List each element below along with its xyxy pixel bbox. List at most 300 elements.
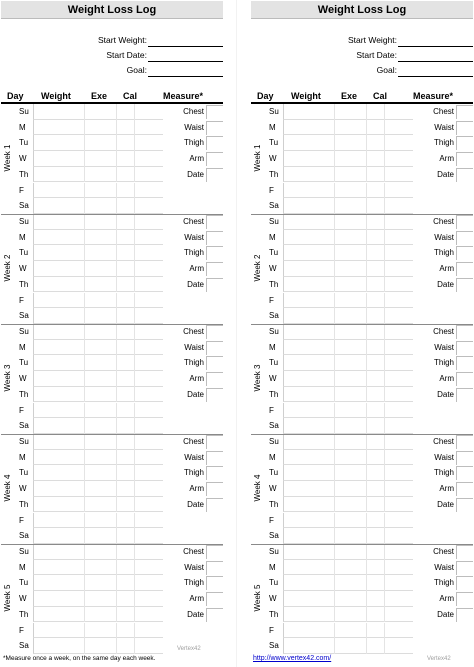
- cell-divider: [366, 230, 367, 246]
- day-label: F: [269, 515, 274, 525]
- entry-cells[interactable]: [33, 371, 163, 387]
- measure-input[interactable]: [456, 451, 473, 465]
- start-weight-label: Start Weight:: [348, 35, 397, 45]
- entry-cells[interactable]: [33, 560, 163, 576]
- cell-divider: [134, 575, 135, 591]
- entry-cells[interactable]: [33, 623, 163, 639]
- day-label: Th: [19, 499, 29, 509]
- measure-input[interactable]: [206, 121, 223, 135]
- measure-input[interactable]: [456, 136, 473, 150]
- measure-input[interactable]: [456, 466, 473, 480]
- entry-cells[interactable]: [33, 355, 163, 371]
- entry-cells[interactable]: [283, 434, 413, 450]
- measure-input[interactable]: [456, 498, 473, 512]
- measure-input[interactable]: [456, 608, 473, 622]
- measure-label: Chest: [183, 547, 204, 556]
- day-row: [15, 245, 223, 261]
- day-row: [15, 183, 223, 199]
- day-row: [265, 167, 473, 183]
- week-block: [251, 324, 473, 434]
- entry-cells[interactable]: [283, 135, 413, 151]
- day-label: F: [19, 625, 24, 635]
- cell-divider: [366, 403, 367, 419]
- day-label: Sa: [19, 531, 29, 541]
- entry-cells[interactable]: [283, 403, 413, 419]
- footnote: *Measure once a week, on the same day each week.: [3, 655, 156, 662]
- measure-label: Thigh: [183, 468, 204, 478]
- cell-divider: [384, 245, 385, 261]
- entry-cells[interactable]: [33, 293, 163, 309]
- start-date-label: Start Date:: [106, 50, 147, 60]
- cell-divider: [116, 575, 117, 591]
- cell-divider: [384, 403, 385, 419]
- entry-cells[interactable]: [33, 120, 163, 136]
- day-row: [15, 340, 223, 356]
- entry-cells[interactable]: [33, 308, 163, 324]
- entry-cells[interactable]: [33, 387, 163, 403]
- header-measure: Measure*: [413, 91, 454, 101]
- cell-divider: [366, 308, 367, 324]
- entry-cells[interactable]: [283, 120, 413, 136]
- day-row: [15, 135, 223, 151]
- week-label: Week 1: [3, 144, 12, 172]
- measure-input[interactable]: [206, 435, 223, 449]
- cell-divider: [134, 560, 135, 576]
- measure-label: Waist: [434, 342, 454, 352]
- day-row: [265, 183, 473, 199]
- measure-label: Date: [187, 279, 204, 289]
- cell-divider: [384, 167, 385, 183]
- entry-cells[interactable]: [283, 214, 413, 230]
- day-label: Tu: [19, 358, 29, 368]
- measure-input[interactable]: [206, 498, 223, 512]
- entry-cells[interactable]: [283, 544, 413, 560]
- day-label: Tu: [269, 358, 279, 368]
- cell-divider: [84, 371, 85, 387]
- day-row: [15, 607, 223, 623]
- entry-cells[interactable]: [33, 214, 163, 230]
- entry-cells[interactable]: [283, 623, 413, 639]
- entry-cells[interactable]: [33, 135, 163, 151]
- measure-input[interactable]: [206, 592, 223, 606]
- week-block: [251, 544, 473, 654]
- cell-divider: [334, 497, 335, 513]
- day-label: Sa: [19, 421, 29, 431]
- entry-cells[interactable]: [283, 340, 413, 356]
- day-row: [15, 277, 223, 293]
- day-row: [265, 355, 473, 371]
- header-exe: Exe: [91, 91, 108, 101]
- measure-input[interactable]: [206, 466, 223, 480]
- cell-divider: [84, 481, 85, 497]
- measure-input[interactable]: [456, 592, 473, 606]
- entry-cells[interactable]: [33, 638, 163, 654]
- measure-input[interactable]: [206, 608, 223, 622]
- day-label: Tu: [269, 578, 279, 588]
- measure-input[interactable]: [206, 482, 223, 496]
- cell-divider: [366, 638, 367, 654]
- measure-input[interactable]: [206, 545, 223, 559]
- entry-cells[interactable]: [283, 198, 413, 214]
- cell-divider: [334, 355, 335, 371]
- entry-cells[interactable]: [283, 261, 413, 277]
- cell-divider: [366, 104, 367, 120]
- measure-input[interactable]: [456, 576, 473, 590]
- cell-divider: [366, 167, 367, 183]
- measure-label: Date: [437, 279, 454, 289]
- cell-divider: [116, 528, 117, 544]
- entry-cells[interactable]: [283, 371, 413, 387]
- day-row: [265, 623, 473, 639]
- start-weight-input-line[interactable]: [148, 46, 223, 47]
- entry-cells[interactable]: [33, 324, 163, 340]
- day-row: [15, 387, 223, 403]
- day-label: Tu: [19, 248, 29, 258]
- vertex42-link[interactable]: http://www.vertex42.com/: [253, 655, 332, 662]
- measure-input[interactable]: [456, 545, 473, 559]
- measure-input[interactable]: [206, 356, 223, 370]
- cell-divider: [134, 544, 135, 560]
- cell-divider: [84, 528, 85, 544]
- entry-cells[interactable]: [33, 544, 163, 560]
- cell-divider: [116, 151, 117, 167]
- cell-divider: [384, 135, 385, 151]
- cell-divider: [84, 575, 85, 591]
- measure-input[interactable]: [456, 262, 473, 276]
- cell-divider: [134, 245, 135, 261]
- day-label: M: [19, 232, 26, 242]
- cell-divider: [116, 230, 117, 246]
- day-row: [15, 591, 223, 607]
- measure-input[interactable]: [206, 105, 223, 119]
- entry-cells[interactable]: [33, 465, 163, 481]
- cell-divider: [134, 261, 135, 277]
- cell-divider: [366, 135, 367, 151]
- measure-input[interactable]: [206, 341, 223, 355]
- day-label: F: [19, 185, 24, 195]
- day-row: [15, 481, 223, 497]
- goal-input-line[interactable]: [148, 76, 223, 77]
- log-column-right: [251, 0, 473, 667]
- measure-input[interactable]: [456, 561, 473, 575]
- entry-cells[interactable]: [283, 183, 413, 199]
- entry-cells[interactable]: [283, 450, 413, 466]
- entry-cells[interactable]: [283, 167, 413, 183]
- measure-label: Chest: [433, 437, 454, 446]
- entry-cells[interactable]: [283, 230, 413, 246]
- measure-input[interactable]: [456, 325, 473, 339]
- entry-cells[interactable]: [33, 450, 163, 466]
- cell-divider: [384, 387, 385, 403]
- measure-label: Thigh: [183, 578, 204, 588]
- cell-divider: [366, 528, 367, 544]
- entry-cells[interactable]: [33, 403, 163, 419]
- measure-input[interactable]: [206, 451, 223, 465]
- entry-cells[interactable]: [283, 151, 413, 167]
- day-row: [15, 434, 223, 450]
- measure-label: Arm: [439, 264, 454, 274]
- entry-cells[interactable]: [283, 277, 413, 293]
- measure-input[interactable]: [206, 168, 223, 182]
- cell-divider: [366, 623, 367, 639]
- cell-divider: [366, 198, 367, 214]
- entry-cells[interactable]: [33, 418, 163, 434]
- measure-label: Waist: [184, 562, 204, 572]
- entry-cells[interactable]: [33, 481, 163, 497]
- entry-cells[interactable]: [33, 245, 163, 261]
- entry-cells[interactable]: [283, 560, 413, 576]
- cell-divider: [384, 623, 385, 639]
- day-row: [265, 528, 473, 544]
- cell-divider: [334, 544, 335, 560]
- day-label: F: [269, 625, 274, 635]
- cell-divider: [384, 277, 385, 293]
- entry-cells[interactable]: [283, 104, 413, 120]
- week-block: [1, 434, 223, 544]
- measure-input[interactable]: [206, 388, 223, 402]
- cell-divider: [84, 308, 85, 324]
- measure-label: Thigh: [183, 248, 204, 258]
- entry-cells[interactable]: [33, 104, 163, 120]
- cell-divider: [84, 214, 85, 230]
- goal-input-line[interactable]: [398, 76, 473, 77]
- measure-input[interactable]: [456, 482, 473, 496]
- cell-divider: [116, 591, 117, 607]
- day-row: [265, 450, 473, 466]
- entry-cells[interactable]: [33, 528, 163, 544]
- measure-input[interactable]: [456, 435, 473, 449]
- day-label: W: [19, 154, 27, 164]
- day-label: Tu: [269, 468, 279, 478]
- header-measure: Measure*: [163, 91, 204, 101]
- cell-divider: [384, 340, 385, 356]
- measure-label: Date: [437, 389, 454, 399]
- header-day: Day: [7, 91, 24, 101]
- measure-label: Date: [187, 169, 204, 179]
- entry-cells[interactable]: [283, 355, 413, 371]
- day-label: Sa: [269, 311, 279, 321]
- measure-label: Waist: [184, 342, 204, 352]
- entry-cells[interactable]: [33, 167, 163, 183]
- cell-divider: [84, 638, 85, 654]
- entry-cells[interactable]: [33, 261, 163, 277]
- start-date-input-line[interactable]: [398, 61, 473, 62]
- measure-input[interactable]: [456, 341, 473, 355]
- entry-cells[interactable]: [33, 340, 163, 356]
- goal-label: Goal:: [126, 65, 147, 75]
- cell-divider: [116, 277, 117, 293]
- measure-input[interactable]: [206, 262, 223, 276]
- cell-divider: [384, 355, 385, 371]
- measure-label: Waist: [184, 452, 204, 462]
- day-label: Tu: [19, 578, 29, 588]
- measure-label: Date: [437, 609, 454, 619]
- week-label: Week 2: [253, 254, 262, 282]
- entry-cells[interactable]: [33, 183, 163, 199]
- measure-label: Date: [187, 389, 204, 399]
- measure-input[interactable]: [206, 246, 223, 260]
- measure-input[interactable]: [456, 372, 473, 386]
- entry-cells[interactable]: [33, 151, 163, 167]
- day-row: [15, 418, 223, 434]
- entry-cells[interactable]: [33, 230, 163, 246]
- cell-divider: [366, 293, 367, 309]
- start-date-label: Start Date:: [356, 50, 397, 60]
- day-label: W: [19, 594, 27, 604]
- day-row: [15, 308, 223, 324]
- cell-divider: [334, 638, 335, 654]
- entry-cells[interactable]: [33, 277, 163, 293]
- measure-input[interactable]: [456, 105, 473, 119]
- cell-divider: [134, 513, 135, 529]
- header-weight: Weight: [291, 91, 321, 101]
- cell-divider: [116, 418, 117, 434]
- week-separator: [251, 214, 473, 215]
- measure-input[interactable]: [456, 168, 473, 182]
- cell-divider: [366, 544, 367, 560]
- entry-cells[interactable]: [33, 591, 163, 607]
- cell-divider: [134, 591, 135, 607]
- cell-divider: [384, 450, 385, 466]
- measure-input[interactable]: [206, 372, 223, 386]
- measure-input[interactable]: [206, 136, 223, 150]
- cell-divider: [134, 104, 135, 120]
- cell-divider: [384, 481, 385, 497]
- entry-cells[interactable]: [283, 497, 413, 513]
- measure-input[interactable]: [456, 121, 473, 135]
- cell-divider: [134, 183, 135, 199]
- entry-cells[interactable]: [33, 513, 163, 529]
- entry-cells[interactable]: [283, 607, 413, 623]
- entry-cells[interactable]: [283, 575, 413, 591]
- measure-label: Arm: [439, 374, 454, 384]
- cell-divider: [84, 340, 85, 356]
- entry-cells[interactable]: [33, 198, 163, 214]
- measure-input[interactable]: [456, 215, 473, 229]
- cell-divider: [134, 151, 135, 167]
- cell-divider: [134, 230, 135, 246]
- measure-label: Thigh: [433, 578, 454, 588]
- cell-divider: [334, 183, 335, 199]
- measure-label: Thigh: [183, 358, 204, 368]
- entry-cells[interactable]: [283, 293, 413, 309]
- cell-divider: [116, 560, 117, 576]
- measure-label: Thigh: [433, 248, 454, 258]
- day-row: [15, 120, 223, 136]
- entry-cells[interactable]: [283, 387, 413, 403]
- cell-divider: [116, 450, 117, 466]
- cell-divider: [84, 418, 85, 434]
- measure-label: Waist: [434, 452, 454, 462]
- header-day: Day: [257, 91, 274, 101]
- entry-cells[interactable]: [33, 497, 163, 513]
- cell-divider: [384, 607, 385, 623]
- measure-input[interactable]: [206, 215, 223, 229]
- cell-divider: [84, 355, 85, 371]
- measure-input[interactable]: [456, 231, 473, 245]
- day-row: [265, 340, 473, 356]
- week-separator: [1, 214, 223, 215]
- cell-divider: [334, 560, 335, 576]
- cell-divider: [334, 324, 335, 340]
- day-label: W: [269, 594, 277, 604]
- cell-divider: [84, 434, 85, 450]
- measure-label: Thigh: [433, 468, 454, 478]
- entry-cells[interactable]: [283, 591, 413, 607]
- header-cal: Cal: [123, 91, 138, 101]
- day-label: Sa: [269, 201, 279, 211]
- measure-input[interactable]: [206, 231, 223, 245]
- measure-input[interactable]: [456, 356, 473, 370]
- entry-cells[interactable]: [283, 528, 413, 544]
- measure-input[interactable]: [456, 246, 473, 260]
- cell-divider: [116, 481, 117, 497]
- entry-cells[interactable]: [283, 513, 413, 529]
- day-label: Tu: [19, 468, 29, 478]
- cell-divider: [134, 403, 135, 419]
- cell-divider: [84, 513, 85, 529]
- cell-divider: [334, 418, 335, 434]
- measure-input[interactable]: [206, 576, 223, 590]
- day-label: Th: [269, 609, 279, 619]
- day-row: [265, 135, 473, 151]
- measure-label: Waist: [434, 232, 454, 242]
- measure-input[interactable]: [206, 152, 223, 166]
- week-block: [251, 104, 473, 214]
- day-row: [15, 293, 223, 309]
- week-separator: [1, 324, 223, 325]
- entry-cells[interactable]: [33, 434, 163, 450]
- day-label: W: [19, 264, 27, 274]
- measure-input[interactable]: [456, 152, 473, 166]
- entry-cells[interactable]: [33, 575, 163, 591]
- entry-cells[interactable]: [283, 465, 413, 481]
- cell-divider: [334, 135, 335, 151]
- cell-divider: [366, 340, 367, 356]
- measure-input[interactable]: [456, 278, 473, 292]
- entry-cells[interactable]: [283, 245, 413, 261]
- day-row: [15, 497, 223, 513]
- measure-input[interactable]: [206, 325, 223, 339]
- day-row: [265, 230, 473, 246]
- cell-divider: [384, 308, 385, 324]
- cell-divider: [384, 434, 385, 450]
- cell-divider: [116, 214, 117, 230]
- day-row: [15, 261, 223, 277]
- cell-divider: [384, 261, 385, 277]
- entry-cells[interactable]: [33, 607, 163, 623]
- cell-divider: [334, 465, 335, 481]
- entry-cells[interactable]: [283, 324, 413, 340]
- cell-divider: [334, 293, 335, 309]
- week-label: Week 5: [3, 584, 12, 612]
- entry-cells[interactable]: [283, 418, 413, 434]
- entry-cells[interactable]: [283, 308, 413, 324]
- cell-divider: [366, 277, 367, 293]
- entry-cells[interactable]: [283, 481, 413, 497]
- measure-input[interactable]: [206, 278, 223, 292]
- day-row: [265, 465, 473, 481]
- measure-input[interactable]: [206, 561, 223, 575]
- start-weight-input-line[interactable]: [398, 46, 473, 47]
- cell-divider: [366, 575, 367, 591]
- cell-divider: [116, 183, 117, 199]
- measure-input[interactable]: [456, 388, 473, 402]
- measure-label: Arm: [189, 594, 204, 604]
- start-date-input-line[interactable]: [148, 61, 223, 62]
- entry-cells[interactable]: [283, 638, 413, 654]
- day-label: M: [19, 122, 26, 132]
